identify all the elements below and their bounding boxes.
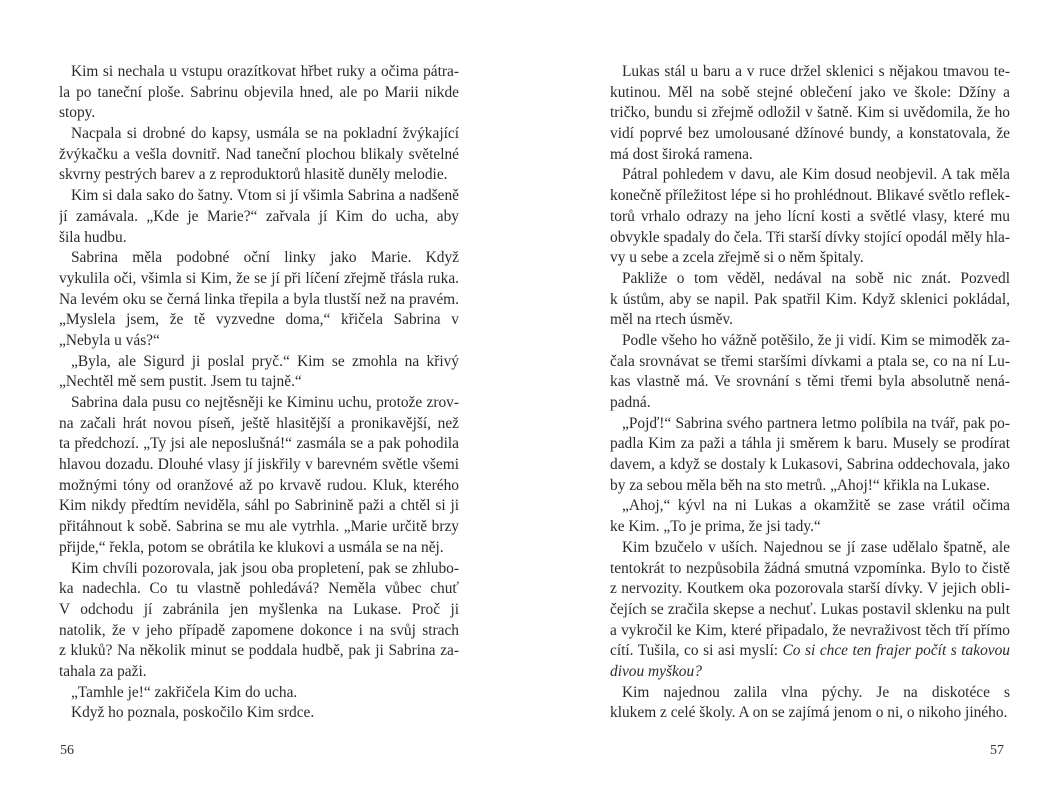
line-text: konečně příležitost lépe si ho prohlédnout. Blikavé světlo reflek- xyxy=(610,187,1010,205)
text-line xyxy=(59,641,459,662)
line-text: davem, a když se dostaly k Lukasovi, Sabrina oddechovala, jako xyxy=(610,456,1010,474)
line-text: Pátral pohledem v davu, ale Kim dosud neobjevil. A tak měla xyxy=(622,166,1010,184)
line-text: šila hudbu. xyxy=(59,228,127,246)
line-text: kutinou. Měl na sobě stejné oblečení jako ve škole: Džíny a xyxy=(610,83,1010,101)
line-text: Kim si nechala u vstupu orazítkovat hřbet ruky a očima pátra- xyxy=(71,63,459,80)
text-line xyxy=(59,559,459,580)
text-line xyxy=(59,393,459,414)
text-line xyxy=(610,600,1010,621)
line-text: má dost široká ramena. xyxy=(610,145,753,163)
line-text: vy u sebe a zcela zřejmě si o něm špitaly. xyxy=(610,249,864,267)
text-line xyxy=(59,290,459,311)
text-line xyxy=(610,165,1010,186)
text-line xyxy=(59,414,459,435)
line-text: Podle všeho ho vážně potěšilo, že ji vidí. Kim se mimoděk za- xyxy=(622,331,1010,349)
text-line xyxy=(59,703,459,724)
line-text: natolik, že v jeho případě zapomene dokonce i na svůj strach xyxy=(59,621,459,639)
line-text: padla Kim za paži a táhla ji směrem k baru. Musely se prodírat xyxy=(610,435,1010,453)
line-text: obvykle spadaly do čela. Tři starší dívky stojící opodál měly hla- xyxy=(610,228,1010,246)
page-number-right: 57 xyxy=(990,743,1004,758)
line-text: stopy. xyxy=(59,104,96,122)
line-text: čejích se zračila skepse a nechuť. Lukas postavil sklenku na pult xyxy=(610,600,1010,618)
text-line xyxy=(610,124,1010,145)
line-text: k ústům, aby se napil. Pak spatřil Kim. Když sklenici pokládal, xyxy=(610,290,1010,308)
text-line xyxy=(59,496,459,517)
italic-text: Co si chce ten frajer počít s takovou xyxy=(782,642,1010,660)
line-text: z nervozity. Koutkem oka pozorovala starší dívky. V jejich obli- xyxy=(610,580,1010,598)
right-page-text xyxy=(610,62,1010,724)
text-line xyxy=(610,331,1010,352)
text-line xyxy=(610,62,1010,83)
line-text: Kim si dala sako do šatny. Vtom si jí všimla Sabrina a nadšeně xyxy=(71,187,459,205)
text-line xyxy=(610,703,1010,724)
text-line xyxy=(610,434,1010,455)
line-text: tahala za paži. xyxy=(59,662,147,680)
line-text: Sabrina měla podobné oční linky jako Marie. Když xyxy=(71,249,459,267)
text-line xyxy=(610,393,1010,414)
text-line xyxy=(59,331,459,352)
text-line xyxy=(59,83,459,104)
text-line xyxy=(59,62,459,83)
line-text: Kim chvíli pozorovala, jak jsou oba propletení, pak se zhlubo- xyxy=(71,559,459,577)
text-line xyxy=(59,600,459,621)
line-text: Nacpala si drobné do kapsy, usmála se na pokladní žvýkající xyxy=(71,125,459,143)
line-text: by za sebou měla běh na sto metrů. „Ahoj!“ křikla na Lukase. xyxy=(610,476,990,494)
line-text: Sabrina dala pusu co nejtěsněji ke Kiminu uchu, protože zrov- xyxy=(71,394,459,411)
text-line xyxy=(610,621,1010,642)
line-text: klukem z celé školy. A on se zajímá jenom o ni, o nikoho jiného. xyxy=(610,704,1008,722)
text-line xyxy=(610,145,1010,166)
line-text: Kim bzučelo v uších. Najednou se jí zase udělalo špatně, ale xyxy=(622,538,1010,556)
text-line xyxy=(59,207,459,228)
line-text: z kluků? Na několik minut se poddala hudbě, pak ji Sabrina za- xyxy=(59,642,459,660)
text-line xyxy=(59,683,459,704)
text-line xyxy=(610,683,1010,704)
text-line xyxy=(610,496,1010,517)
text-line xyxy=(59,372,459,393)
page-number-left: 56 xyxy=(60,743,74,758)
line-text: „Ahoj,“ kývl na ni Lukas a okamžitě se zase vrátil očima xyxy=(622,497,1010,515)
line-text: žvýkačku a vešla dovnitř. Nad taneční plochou blikaly světelné xyxy=(59,145,459,163)
text-line xyxy=(610,352,1010,373)
line-text: skvrny pestrých barev a z reproduktorů hlasitě duněly melodie. xyxy=(59,166,448,184)
line-text: jí zamávala. „Kde je Marie?“ zařvala jí Kim do ucha, aby xyxy=(59,207,459,225)
text-line xyxy=(59,310,459,331)
text-line xyxy=(59,352,459,373)
text-line xyxy=(59,248,459,269)
line-text: přijde,“ řekla, potom se obrátila ke klukovi a usmála se na něj. xyxy=(59,538,444,556)
text-line xyxy=(59,621,459,642)
text-line xyxy=(59,145,459,166)
line-text: možnými tóny od oranžové až po krvavě rudou. Kluk, kterého xyxy=(59,476,459,494)
line-text: tričko, bundu si zřejmě odložil v šatně. Kim si uvědomila, že ho xyxy=(610,104,1010,122)
line-text: ta předchozí. „Ty jsi ale neposlušná!“ zasmála se a pak pohodila xyxy=(59,435,459,453)
line-text: ke Kim. „To je prima, že jsi tady.“ xyxy=(610,518,821,536)
line-text: Kim nikdy předtím neviděla, sáhl po Sabrinině paži a chtěl si ji xyxy=(59,497,459,515)
text-line xyxy=(610,414,1010,435)
line-text: „Nebyla u vás?“ xyxy=(59,331,160,349)
line-text: V odchodu jí zabránila jen myšlenka na Lukase. Proč ji xyxy=(59,600,459,618)
italic-text: divou myškou? xyxy=(610,662,702,680)
text-line xyxy=(610,538,1010,559)
line-text: Lukas stál u baru a v ruce držel sklenici s nějakou tmavou te- xyxy=(622,63,1010,80)
text-line xyxy=(59,228,459,249)
line-text: vidí poprvé bez umolousané džínové bundy, a konstatovala, že xyxy=(610,125,1010,143)
text-line xyxy=(610,662,1010,683)
text-line xyxy=(610,517,1010,538)
line-text: a vykročil ke Kim, které připadalo, že nevraživost těch tří přímo xyxy=(610,621,1010,639)
line-text: Kim najednou zalila vlna pýchy. Je na diskotéce s xyxy=(622,683,1010,701)
text-line xyxy=(610,83,1010,104)
line-text: přitáhnout k sobě. Sabrina se mu ale vytrhla. „Marie určitě brzy xyxy=(59,518,459,536)
text-line xyxy=(59,186,459,207)
line-text: na začali hrát novou píseň, ještě hlasitější a pronikavější, než xyxy=(59,414,459,432)
line-text: cítí. Tušila, co si asi myslí: xyxy=(610,642,783,660)
line-text: Pakliže o tom věděl, nedával na sobě nic znát. Pozvedl xyxy=(622,269,1010,287)
text-line xyxy=(59,517,459,538)
text-line xyxy=(610,310,1010,331)
text-line xyxy=(610,248,1010,269)
text-line xyxy=(59,269,459,290)
line-text: torů vrhalo odrazy na jeho lícní kosti a světlé vlasy, které mu xyxy=(610,207,1010,225)
left-page-text xyxy=(59,62,459,724)
line-text: Na levém oku se černá linka třepila a byla tlustší než na pravém. xyxy=(59,290,459,308)
line-text: kas vlastně má. Ve srovnání s těmi třemi byla absolutně nená- xyxy=(610,373,1010,391)
text-line xyxy=(610,186,1010,207)
line-text: „Nechtěl mě sem pustit. Jsem tu tajně.“ xyxy=(59,373,302,391)
text-line xyxy=(610,455,1010,476)
text-line xyxy=(59,476,459,497)
text-line xyxy=(59,103,459,124)
line-text: čala srovnávat se třemi staršími dívkami a ptala se, co na ní Lu- xyxy=(610,352,1010,370)
text-line xyxy=(59,434,459,455)
text-line xyxy=(59,579,459,600)
text-line xyxy=(59,662,459,683)
line-text: padná. xyxy=(610,394,651,411)
line-text: „Byla, ale Sigurd ji poslal pryč.“ Kim se zmohla na křivý xyxy=(71,352,459,370)
text-line xyxy=(59,124,459,145)
text-line xyxy=(59,538,459,559)
line-text: Když ho poznala, poskočilo Kim srdce. xyxy=(71,704,315,722)
text-line xyxy=(610,103,1010,124)
line-text: ka nadechla. Co tu vlastně pohledává? Neměla vůbec chuť xyxy=(59,580,459,598)
line-text: „Myslela jsem, že tě vyzvedne doma,“ křičela Sabrina v xyxy=(59,311,459,329)
text-line xyxy=(610,290,1010,311)
text-line xyxy=(59,455,459,476)
text-line xyxy=(59,165,459,186)
line-text: „Pojď!“ Sabrina svého partnera letmo políbila na tvář, pak po- xyxy=(622,414,1010,432)
text-line xyxy=(610,228,1010,249)
text-line xyxy=(610,269,1010,290)
text-line xyxy=(610,476,1010,497)
line-text: hlavou dozadu. Dlouhé vlasy jí jiskřily v barevném světle všemi xyxy=(59,456,459,474)
text-line xyxy=(610,641,1010,662)
text-line xyxy=(610,207,1010,228)
text-line xyxy=(610,559,1010,580)
line-text: vykulila oči, všimla si Kim, že se jí při líčení zřejmě třásla ruka. xyxy=(59,269,459,287)
line-text: la po taneční ploše. Sabrinu objevila hned, ale po Marii nikde xyxy=(59,83,459,101)
line-text: tentokrát to nezpůsobila žádná smutná vzpomínka. Bylo to čistě xyxy=(610,559,1010,577)
text-line xyxy=(610,372,1010,393)
line-text: měl na rtech úsměv. xyxy=(610,311,733,329)
text-line xyxy=(610,579,1010,600)
line-text: „Tamhle je!“ zakřičela Kim do ucha. xyxy=(71,683,298,701)
